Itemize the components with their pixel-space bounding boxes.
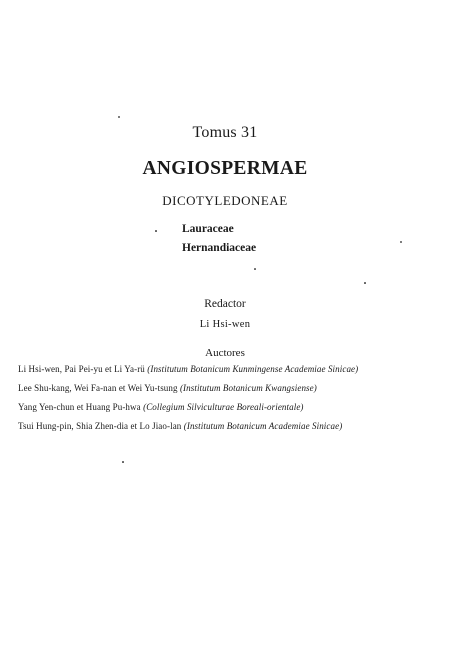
author-line (18, 364, 358, 374)
scan-speck (155, 230, 157, 232)
redactor-name: Li Hsi-wen (199, 319, 251, 330)
author-names: Yang Yen-chun et Huang Pu-hwa (18, 402, 144, 412)
author-line (18, 383, 317, 393)
scan-speck (122, 461, 124, 463)
redactor-heading: Redactor (204, 298, 246, 310)
scan-speck (364, 282, 366, 284)
author-institution: (Institutum Botanicum Kwangsiense) (179, 383, 317, 393)
author-institution: (Institutum Botanicum Academiae Sinicae) (183, 421, 343, 431)
page-title: ANGIOSPERMAE (142, 158, 308, 179)
scan-speck (400, 241, 402, 243)
scan-speck (254, 268, 256, 270)
author-names: Tsui Hung-pin, Shia Zhen-dia et Lo Jiao-lan (18, 421, 184, 431)
author-names: Lee Shu-kang, Wei Fa-nan et Wei Yu-tsung (18, 383, 180, 393)
family-name: Lauraceae (182, 223, 234, 235)
author-line (18, 421, 342, 431)
family-name: Hernandiaceae (182, 242, 257, 254)
author-institution: (Institutum Botanicum Kunmingense Academiae Sinicae) (147, 364, 359, 374)
author-institution: (Collegium Silviculturae Boreali-orientale) (143, 402, 304, 412)
author-line (18, 402, 304, 412)
subclass-heading: DICOTYLEDONEAE (162, 193, 288, 208)
volume-number: Tomus 31 (192, 124, 258, 141)
scan-speck (118, 116, 120, 118)
auctores-heading: Auctores (205, 347, 245, 359)
author-names: Li Hsi-wen, Pai Pei-yu et Li Ya-rü (18, 364, 148, 374)
